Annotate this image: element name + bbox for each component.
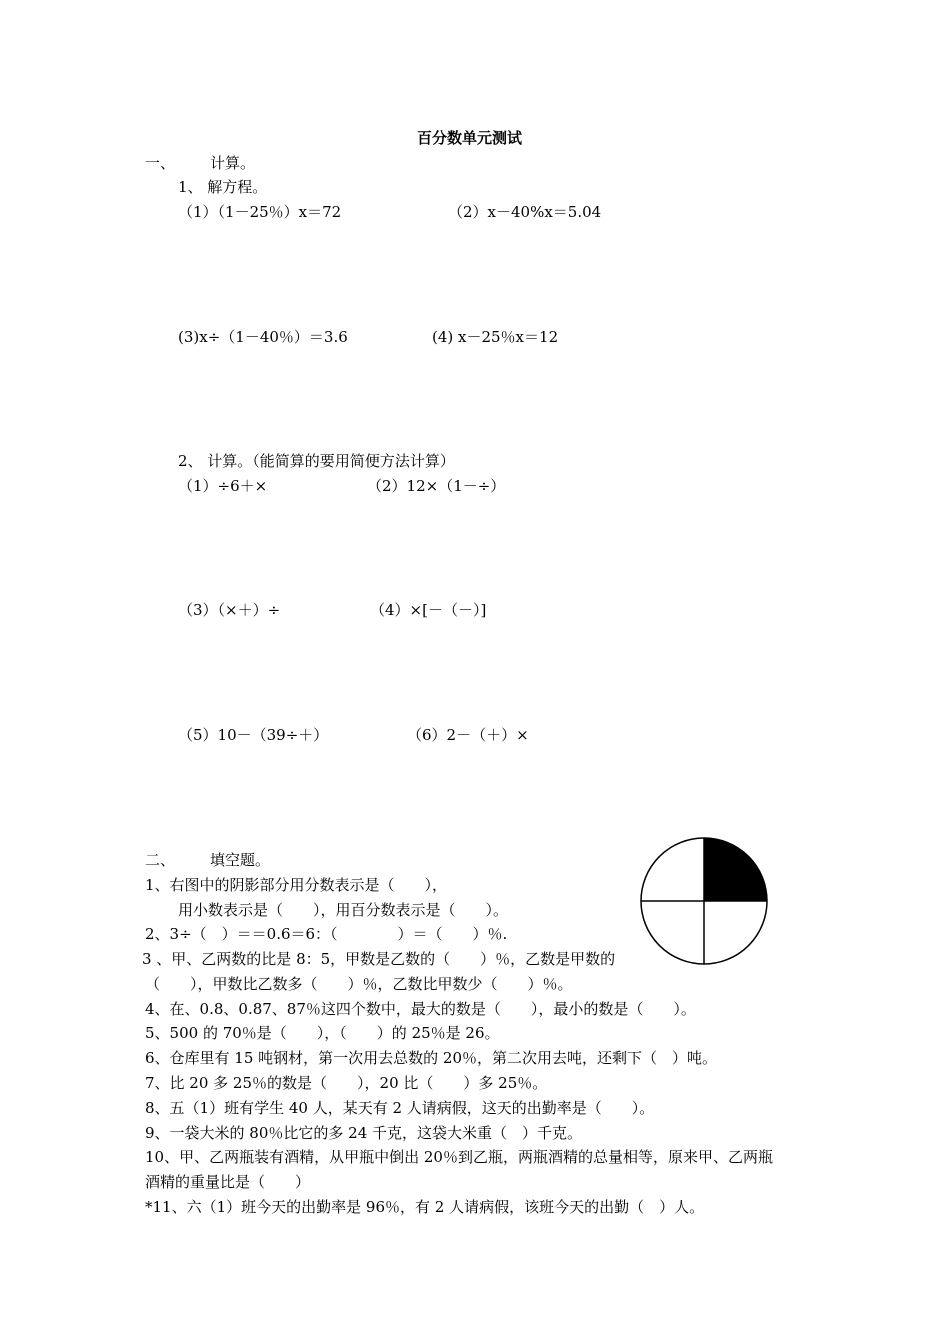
section-1-number: 一、 xyxy=(145,154,176,172)
section-1-heading: 计算。 xyxy=(210,154,256,172)
fill-line-4: 3 、甲、乙两数的比是 8：5，甲数是乙数的（ ）％，乙数是甲数的 xyxy=(142,950,616,968)
fill-line-7: 5、500 的 70％是（ ），（ ）的 25％是 26。 xyxy=(145,1024,500,1042)
equation-3: (3)x÷（1－40％）＝3.6 xyxy=(178,328,348,346)
quartered-circle-icon xyxy=(639,836,769,966)
fill-line-5: （ ），甲数比乙数多（ ）％，乙数比甲数少（ ）％。 xyxy=(145,975,573,993)
calc-4: （4）×[－（－）] xyxy=(370,601,487,619)
calc-6: （6）2－（＋）× xyxy=(407,726,529,744)
fill-line-3: 2、3÷（ ）＝＝0.6＝6：（ ）＝（ ）％. xyxy=(145,925,508,943)
section-2-number: 二、 xyxy=(145,851,176,869)
calc-2: （2）12×（1－÷） xyxy=(367,477,506,495)
equation-2: （2）x－40%x＝5.04 xyxy=(448,203,602,221)
fill-line-11: 9、一袋大米的 80％比它的多 24 千克，这袋大米重（ ）千克。 xyxy=(145,1124,583,1142)
fill-line-8: 6、仓库里有 15 吨钢材，第一次用去总数的 20％，第二次用去吨，还剩下（ ）吨。 xyxy=(145,1049,718,1067)
shaded-quarter xyxy=(704,838,767,901)
calc-5: （5）10－（39÷＋） xyxy=(178,726,329,744)
section-2-heading: 填空题。 xyxy=(210,851,271,869)
fill-line-14: *11、六（1）班今天的出勤率是 96％，有 2 人请病假，该班今天的出勤（ ）人。 xyxy=(145,1198,705,1216)
sub-2-heading: 2、 计算。（能简算的要用简便方法计算） xyxy=(178,452,455,470)
fill-line-10: 8、五（1）班有学生 40 人，某天有 2 人请病假，这天的出勤率是（ ）。 xyxy=(145,1099,655,1117)
calc-3: （3）（×＋）÷ xyxy=(178,601,281,619)
fill-line-13: 酒精的重量比是（ ） xyxy=(145,1173,311,1191)
equation-1: （1）（1－25％）x＝72 xyxy=(178,203,342,221)
page-title: 百分数单元测试 xyxy=(417,129,523,147)
fill-line-1: 1、右图中的阴影部分用分数表示是（ ）， xyxy=(145,876,448,894)
fill-line-9: 7、比 20 多 25％的数是（ ），20 比（ ）多 25％。 xyxy=(145,1074,548,1092)
sub-1-heading: 1、 解方程。 xyxy=(178,178,268,196)
fill-line-2: 用小数表示是（ ），用百分数表示是（ ）。 xyxy=(178,901,509,919)
fill-line-12: 10、甲、乙两瓶装有酒精，从甲瓶中倒出 20％到乙瓶，两瓶酒精的总量相等，原来甲、乙两瓶 xyxy=(145,1148,773,1166)
calc-1: （1）÷6＋× xyxy=(178,477,268,495)
equation-4: (4) x－25％x＝12 xyxy=(432,328,559,346)
fill-line-6: 4、在、0.8、0.87、87％这四个数中，最大的数是（ ），最小的数是（ ）。 xyxy=(145,1000,696,1018)
